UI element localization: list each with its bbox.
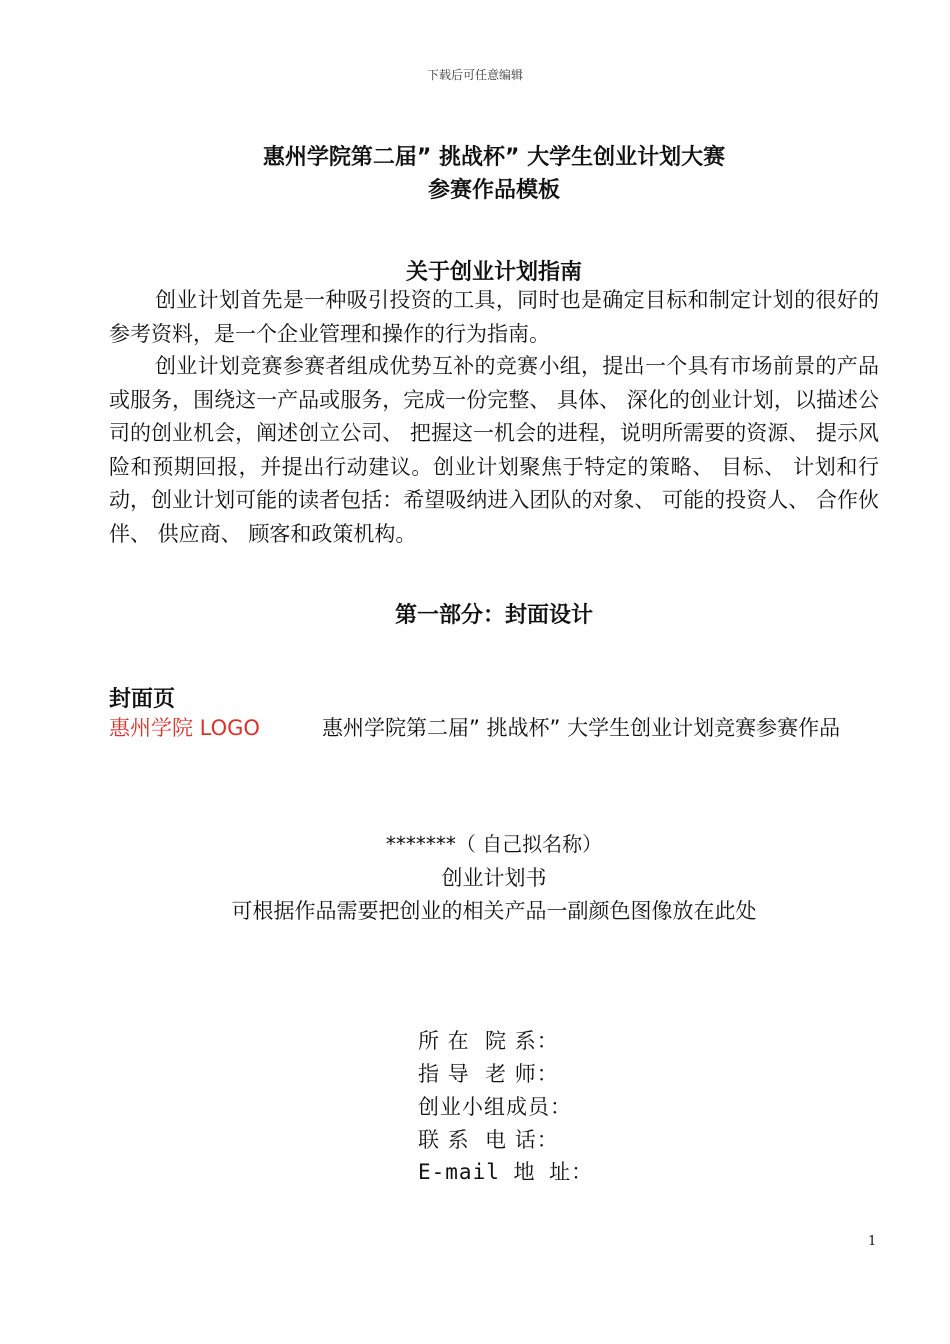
field-email: E-mail 地 址： [418,1160,594,1184]
guide-paragraph-1: 创业计划首先是一种吸引投资的工具，同时也是确定目标和制定计划的很好的参考资料，是一个企业管理和操作的行为指南。 [109,288,879,346]
page-number: 1 [868,1234,877,1249]
business-plan-label: 创业计划书 [441,866,547,890]
document-subtitle: 参赛作品模板 [427,178,560,203]
guide-paragraph-2: 创业计划竞赛参赛者组成优势互补的竞赛小组，提出一个具有市场前景的产品或服务，围绕这一产品或服务，完成一份完整、 具体、 深化的创业计划，以描述公司的创业机会，阐述创立公司、 把握这一机会的进程，说明所需要的资源、 提示风险和预期回报，并提出行动建议。创业计划聚焦于特定的策略、 目标、 计划和行动，创业计划可能的读者包括：希望吸纳进入团队的对象、 可能的投资人、 合作伙伴、 供应商、 顾客和政策机构。 [109,354,879,546]
field-department: 所 在 院 系： [418,1029,559,1053]
cover-page-label: 封面页 [109,687,176,712]
field-phone: 联 系 电 话： [418,1128,559,1152]
cover-logo-title-line [109,712,879,745]
field-advisor: 指 导 老 师： [418,1062,559,1086]
school-logo-text: 惠州学院 LOGO [109,716,260,740]
document-title: 惠州学院第二届” 挑战杯” 大学生创业计划大赛 [262,145,726,170]
part1-heading: 第一部分：封面设计 [394,603,593,628]
project-name-placeholder: *******（ 自己拟名称） [385,832,603,856]
page-header-note: 下载后可任意编辑 [426,68,523,82]
guide-heading: 关于创业计划指南 [405,260,582,285]
cover-work-title: 惠州学院第二届” 挑战杯” 大学生创业计划竞赛参赛作品 [322,716,841,740]
field-team-members: 创业小组成员： [418,1095,572,1119]
image-placement-note: 可根据作品需要把创业的相关产品一副颜色图像放在此处 [231,899,757,923]
